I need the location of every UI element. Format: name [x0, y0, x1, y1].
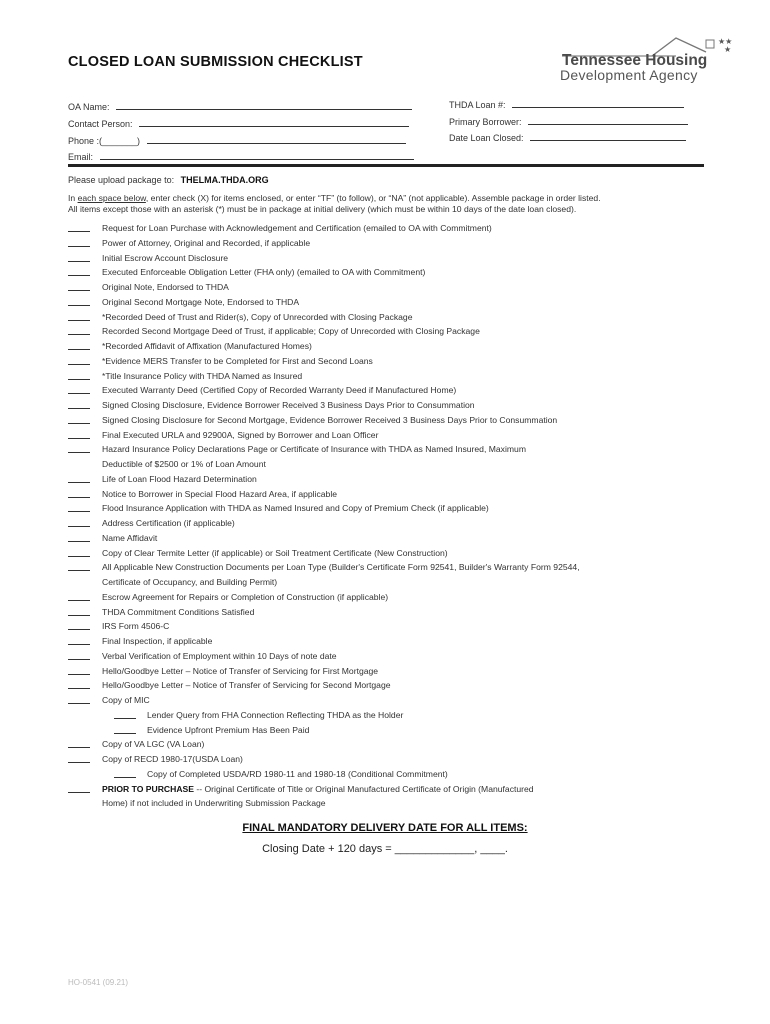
upload-prefix: Please upload package to: [68, 175, 175, 185]
checklist-item[interactable] [68, 634, 708, 649]
phone-label: Phone :(_______) [68, 136, 141, 146]
item-text: Original Second Mortgage Note, Endorsed to THDA [102, 296, 300, 307]
item-text: IRS Form 4506-C [102, 621, 170, 632]
item-text: Certificate of Occupancy, and Building Permit) [102, 577, 278, 587]
item-text: *Recorded Affidavit of Affixation (Manufactured Homes) [102, 341, 312, 351]
item-text: Deductible of $2500 or 1% of Loan Amount [102, 459, 266, 469]
checklist-item[interactable] [68, 782, 708, 797]
primary-borrower-field[interactable] [449, 115, 688, 127]
contact-person-input[interactable] [139, 117, 409, 127]
thda-logo [556, 34, 746, 82]
final-heading-text: FINAL MANDATORY DELIVERY DATE FOR ALL ITEMS: [242, 822, 528, 834]
checklist-item-continuation [68, 575, 708, 590]
item-text: Life of Loan Flood Hazard Determination [102, 473, 257, 484]
item-text: Evidence Upfront Premium Has Been Paid [147, 724, 310, 735]
checklist-item[interactable] [68, 413, 708, 428]
checklist-subitem[interactable] [68, 708, 708, 723]
oa-name-label: OA Name: [68, 102, 110, 112]
item-text: Initial Escrow Account Disclosure [102, 252, 229, 263]
item-text: Hello/Goodbye Letter – Notice of Transfer of Servicing for Second Mortgage [102, 680, 391, 691]
checklist-item[interactable] [68, 737, 708, 752]
checklist-item[interactable] [68, 752, 708, 767]
checklist-item[interactable] [68, 501, 708, 516]
thda-loan-input[interactable] [512, 98, 684, 108]
checklist-subitem[interactable] [68, 723, 708, 738]
checklist-item[interactable] [68, 664, 708, 679]
item-text: *Title Insurance Policy with THDA Named as Insured [102, 370, 303, 381]
checklist-item[interactable] [68, 428, 708, 443]
item-text: Recorded Second Mortgage Deed of Trust, if applicable; Copy of Unrecorded with Closing Package [102, 326, 480, 337]
checklist-item[interactable] [68, 546, 708, 561]
svg-text:★: ★ [724, 45, 732, 54]
checklist-item[interactable] [68, 442, 708, 457]
checklist-subitem[interactable] [68, 767, 708, 782]
item-text: Copy of RECD 1980-17(USDA Loan) [102, 754, 243, 764]
item-text: Request for Loan Purchase with Acknowledgement and Certification (emailed to OA with Commitment) [102, 223, 492, 233]
checklist-item-continuation [68, 796, 708, 811]
checklist-item[interactable] [68, 310, 708, 325]
checklist-item[interactable] [68, 280, 708, 295]
prior-to-purchase-label: PRIOR TO PURCHASE [102, 783, 194, 794]
item-text: Executed Enforceable Obligation Letter (FHA only) (emailed to OA with Commitment) [102, 267, 426, 278]
date-loan-closed-label: Date Loan Closed: [449, 133, 524, 143]
final-delivery-heading [0, 822, 770, 834]
item-text: *Recorded Deed of Trust and Rider(s), Copy of Unrecorded with Closing Package [102, 311, 413, 322]
form-number: HO-0541 (09.21) [68, 978, 129, 987]
contact-person-field[interactable] [68, 117, 409, 129]
item-text: Copy of MIC [102, 695, 150, 705]
checklist-item[interactable] [68, 324, 708, 339]
item-text: Signed Closing Disclosure, Evidence Borrower Received 3 Business Days Prior to Consummation [102, 400, 475, 410]
instr-each-space: each space below [77, 193, 146, 203]
checklist-item[interactable] [68, 678, 708, 693]
item-text: Escrow Agreement for Repairs or Completion of Construction (if applicable) [102, 591, 389, 602]
checklist-item[interactable] [68, 560, 708, 575]
checklist-item[interactable] [68, 383, 708, 398]
oa-name-input[interactable] [116, 100, 412, 110]
item-text: Copy of Completed USDA/RD 1980-11 and 1980-18 (Conditional Commitment) [147, 768, 448, 779]
checklist-item[interactable] [68, 236, 708, 251]
item-text: Signed Closing Disclosure for Second Mortgage, Evidence Borrower Received 3 Business Days Prior to Consummation [102, 414, 558, 425]
item-text: All Applicable New Construction Documents per Loan Type (Builder's Certificate Form 92541, Builder's Warranty Form 92544, [102, 562, 580, 573]
thda-loan-field[interactable] [449, 98, 684, 110]
checklist-item[interactable] [68, 649, 708, 664]
checklist-item[interactable] [68, 265, 708, 280]
checklist-item[interactable] [68, 619, 708, 634]
instr-in: In [68, 193, 76, 203]
phone-field[interactable] [68, 134, 406, 146]
checklist-item[interactable] [68, 516, 708, 531]
item-text: Home) if not included in Underwriting Submission Package [102, 798, 326, 809]
item-text: Original Note, Endorsed to THDA [102, 282, 229, 292]
checklist-item[interactable] [68, 693, 708, 708]
checklist-item[interactable] [68, 221, 708, 236]
email-label: Email: [68, 152, 94, 162]
checklist [68, 221, 708, 811]
item-text: *Evidence MERS Transfer to be Completed for First and Second Loans [102, 355, 373, 366]
checklist-item[interactable] [68, 531, 708, 546]
date-loan-closed-field[interactable] [449, 131, 686, 143]
checklist-item[interactable] [68, 487, 708, 502]
upload-instruction [68, 175, 269, 185]
item-text: Flood Insurance Application with THDA as Named Insured and Copy of Premium Check (if applicable) [102, 503, 489, 514]
thda-loan-label: THDA Loan #: [449, 100, 506, 110]
item-text: Notice to Borrower in Special Flood Hazard Area, if applicable [102, 488, 338, 499]
item-text: Copy of VA LGC (VA Loan) [102, 739, 205, 750]
item-text: Final Executed URLA and 92900A, Signed by Borrower and Loan Officer [102, 429, 379, 440]
item-text: Hello/Goodbye Letter – Notice of Transfer of Servicing for First Mortgage [102, 665, 379, 676]
item-text: Address Certification (if applicable) [102, 518, 235, 528]
checklist-item[interactable] [68, 472, 708, 487]
checklist-item[interactable] [68, 354, 708, 369]
primary-borrower-label: Primary Borrower: [449, 117, 522, 127]
closing-date-formula: Closing Date + 120 days = _____________, ____. [262, 843, 508, 855]
checklist-item[interactable] [68, 251, 708, 266]
item-text: Hazard Insurance Policy Declarations Page or Certificate of Insurance with THDA as Named Insured, Maximum [102, 444, 526, 455]
primary-borrower-input[interactable] [528, 115, 688, 125]
instructions-line-1 [68, 193, 708, 204]
checklist-item[interactable] [68, 295, 708, 310]
email-input[interactable] [100, 150, 414, 160]
item-text: Executed Warranty Deed (Certified Copy of Recorded Warranty Deed if Manufactured Home) [102, 385, 457, 396]
item-text: Power of Attorney, Original and Recorded, if applicable [102, 237, 311, 248]
checklist-item[interactable] [68, 339, 708, 354]
instructions [68, 193, 708, 215]
item-text: Name Affidavit [102, 532, 158, 543]
item-text: Lender Query from FHA Connection Reflecting THDA as the Holder [147, 709, 404, 720]
logo-line-1: Tennessee Housing [562, 52, 708, 69]
checklist-item[interactable] [68, 369, 708, 384]
item-text: Copy of Clear Termite Letter (if applicable) or Soil Treatment Certificate (New Construction) [102, 547, 448, 558]
oa-name-field[interactable] [68, 100, 412, 112]
page-title: CLOSED LOAN SUBMISSION CHECKLIST [68, 54, 363, 70]
email-field[interactable] [68, 150, 414, 162]
checklist-item[interactable] [68, 605, 708, 620]
svg-text:★★: ★★ [718, 37, 733, 46]
item-text: Verbal Verification of Employment within 10 Days of note date [102, 650, 337, 661]
checklist-item[interactable] [68, 398, 708, 413]
checklist-item-continuation [68, 457, 708, 472]
item-text: -- Original Certificate of Title or Original Manufactured Certificate of Origin (Manufactured [194, 783, 534, 794]
instr-line1-rest: , enter check (X) for items enclosed, or enter “TF” (to follow), or “NA” (not applicable). Assemble package in order listed. [145, 193, 601, 203]
instructions-line-2: All items except those with an asterisk (*) must be in package at initial delivery (which must be within 10 days of the date loan closed). [68, 204, 577, 214]
phone-input[interactable] [147, 134, 406, 144]
date-loan-closed-input[interactable] [530, 131, 686, 141]
item-text: THDA Commitment Conditions Satisfied [102, 606, 255, 617]
checklist-item[interactable] [68, 590, 708, 605]
logo-line-2: Development Agency [560, 67, 698, 83]
contact-person-label: Contact Person: [68, 119, 133, 129]
header-divider [68, 164, 704, 167]
item-text: Final Inspection, if applicable [102, 636, 213, 646]
upload-site: THELMA.THDA.ORG [180, 175, 269, 185]
